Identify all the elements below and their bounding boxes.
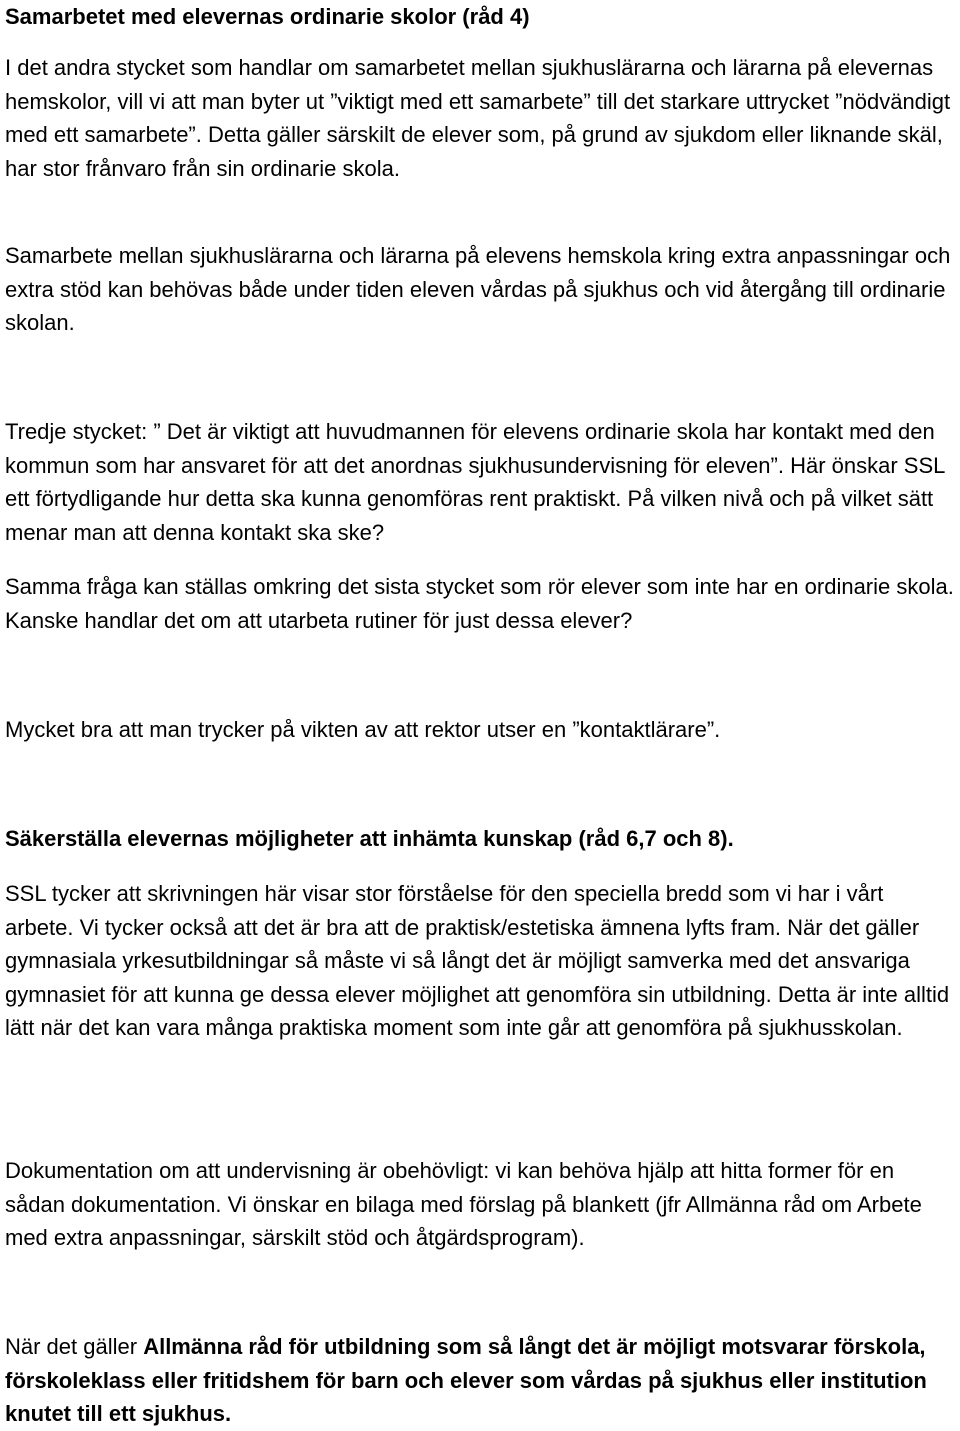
paragraph-general-advice (5, 1330, 957, 1431)
paragraph-breadth-of-work: SSL tycker att skrivningen här visar stor förståelse för den speciella bredd som vi har i vårt arbete. Vi tycker också att det är bra att de praktisk/estetiska ämnena lyfts fram. När det gäller gymnasiala yrkesutbildningar så måste vi så långt det är möjligt samverka med det ansvariga gymnasiet för att kunna ge dessa elever möjlighet att genomföra sin utbildning. Detta är inte alltid lätt när det kan vara många praktiska moment som inte går att genomföra på sjukhusskolan. (5, 881, 950, 1041)
paragraph-cooperation-support: Samarbete mellan sjukhuslärarna och lärarna på elevens hemskola kring extra anpassningar och extra stöd kan behövas både under tiden eleven vårdas på sjukhus och vid återgång till ordinarie skolan. (5, 243, 951, 336)
paragraph-third-section: Tredje stycket: ” Det är viktigt att huvudmannen för elevens ordinarie skola har kontakt med den kommun som har ansvaret för att det anordnas sjukhusundervisning för eleven”. Här önskar SSL ett förtydligande hur detta ska kunna genomföras rent praktiskt. På vilken nivå och på vilket sätt menar man att denna kontakt ska ske? (5, 419, 945, 545)
paragraph-contact-teacher: Mycket bra att man trycker på vikten av att rektor utser en ”kontaktlärare”. (5, 717, 721, 742)
section-heading-collaboration: Samarbetet med elevernas ordinarie skolor (råd 4) (5, 4, 530, 29)
general-advice-title: Allmänna råd för utbildning som så långt det är möjligt motsvarar förskola, förskoleklass eller fritidshem för barn och elever som vårdas på sjukhus eller institution knutet till ett sjukhus. (5, 1334, 927, 1427)
section-heading-knowledge: Säkerställa elevernas möjligheter att inhämta kunskap (råd 6,7 och 8). (5, 826, 734, 851)
paragraph-same-question: Samma fråga kan ställas omkring det sista stycket som rör elever som inte har en ordinarie skola. Kanske handlar det om att utarbeta rutiner för just dessa elever? (5, 574, 954, 633)
paragraph-replace-wording: I det andra stycket som handlar om samarbetet mellan sjukhuslärarna och lärarna på elevernas hemskolor, vill vi att man byter ut ”viktigt med ett samarbete” till det starkare uttrycket ”nödvändigt med ett samarbete”. Detta gäller särskilt de elever som, på grund av sjukdom eller liknande skäl, har stor frånvaro från sin ordinarie skola. (5, 55, 951, 181)
paragraph-documentation: Dokumentation om att undervisning är obehövligt: vi kan behöva hjälp att hitta former för en sådan dokumentation. Vi önskar en bilaga med förslag på blankett (jfr Allmänna råd om Arbete med extra anpassningar, särskilt stöd och åtgärdsprogram). (5, 1158, 922, 1251)
general-advice-intro: När det gäller (5, 1334, 144, 1359)
